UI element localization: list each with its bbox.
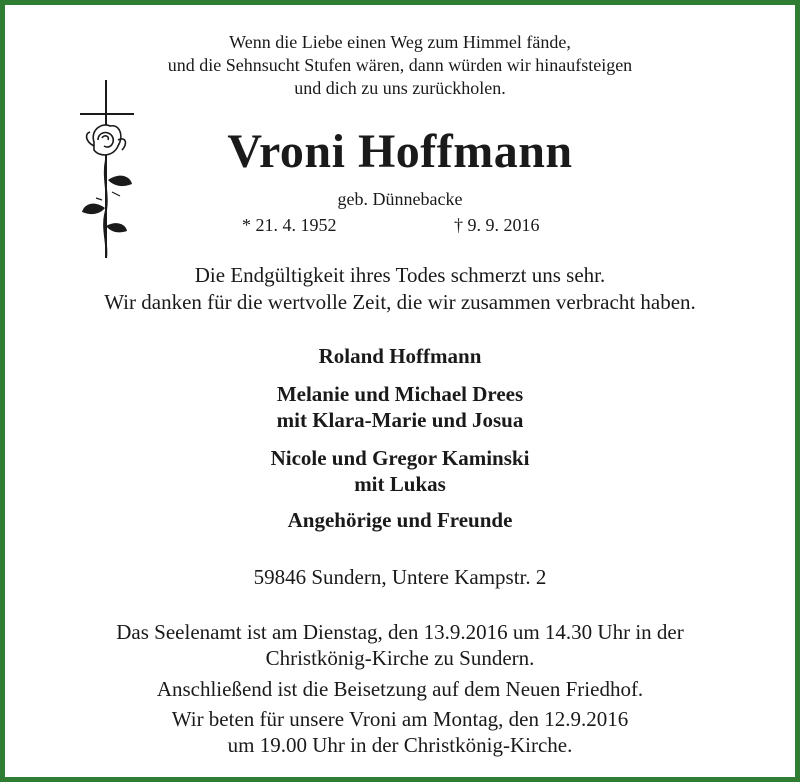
- service-line-4: Wir beten für unsere Vroni am Montag, den 12.9.2016: [171, 707, 629, 731]
- service-line-1: Das Seelenamt ist am Dienstag, den 13.9.2016 um 14.30 Uhr in der: [116, 620, 684, 644]
- death-date: † 9. 9. 2016: [454, 215, 540, 235]
- message-line-1: Die Endgültigkeit ihres Todes schmerzt uns sehr.: [194, 263, 606, 287]
- service-line-5: um 19.00 Uhr in der Christkönig-Kirche.: [227, 733, 573, 757]
- mourner-3: Nicole und Gregor Kaminski: [270, 446, 530, 470]
- service-line-2: Christkönig-Kirche zu Sundern.: [265, 646, 535, 670]
- poem-line-2: und die Sehnsucht Stufen wären, dann würden wir hinaufsteigen: [167, 55, 633, 75]
- mourner-relatives: Angehörige und Freunde: [287, 508, 513, 532]
- mourner-2: Melanie und Michael Drees: [276, 382, 524, 406]
- deceased-name: Vroni Hoffmann: [227, 125, 573, 178]
- service-line-3: Anschließend ist die Beisetzung auf dem Neuen Friedhof.: [156, 677, 644, 701]
- birth-date: * 21. 4. 1952: [242, 215, 337, 235]
- mourner-3-children: mit Lukas: [354, 472, 446, 496]
- address: 59846 Sundern, Untere Kampstr. 2: [253, 565, 547, 589]
- message-line-2: Wir danken für die wertvolle Zeit, die wir zusammen verbracht haben.: [104, 290, 696, 314]
- birth-name: geb. Dünnebacke: [337, 189, 463, 209]
- poem-line-1: Wenn die Liebe einen Weg zum Himmel fände,: [229, 32, 571, 52]
- mourner-1: Roland Hoffmann: [318, 344, 482, 368]
- poem-line-3: und dich zu uns zurückholen.: [294, 78, 506, 98]
- mourner-2-children: mit Klara-Marie und Josua: [276, 408, 524, 432]
